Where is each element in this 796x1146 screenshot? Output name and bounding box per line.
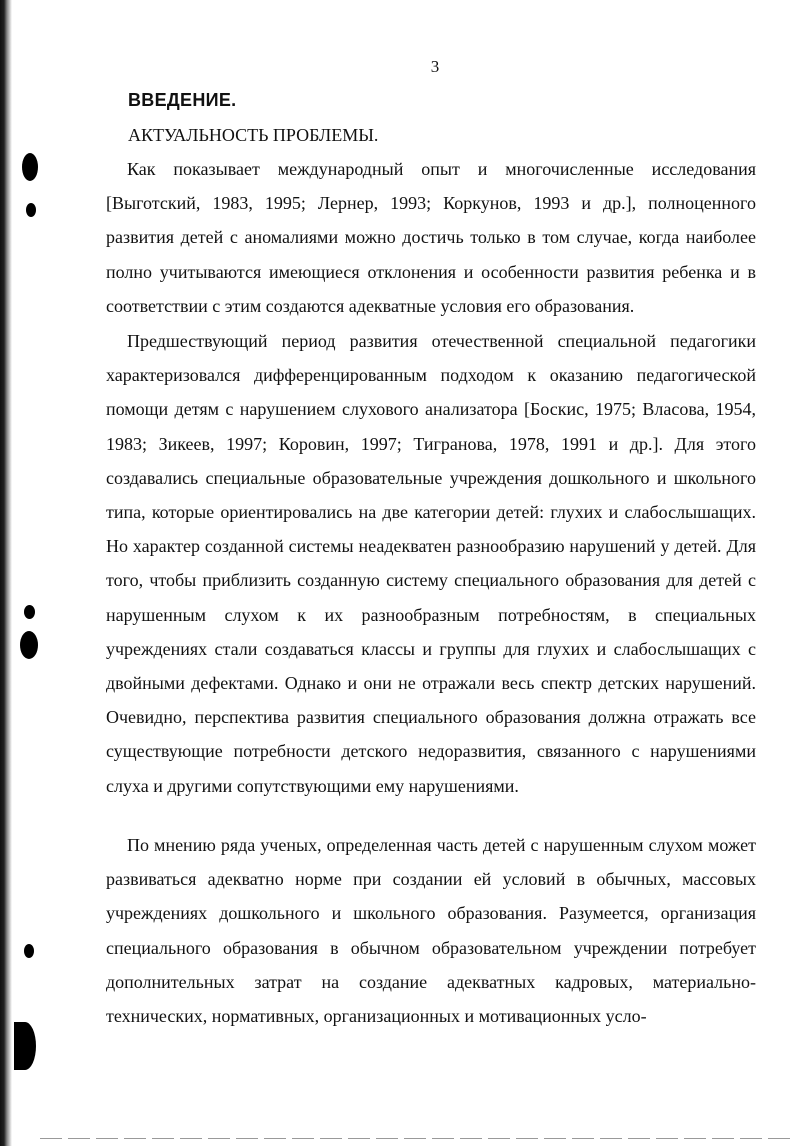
punch-hole xyxy=(24,605,35,619)
punch-hole xyxy=(22,153,38,181)
scan-bottom-edge xyxy=(40,1138,796,1139)
punch-hole xyxy=(26,203,36,217)
punch-hole xyxy=(14,1022,36,1070)
paragraph-2: Предшествующий период развития отечественной специальной педагогики характеризовался дифференцированным подходом к оказанию педагогической помощи детям с нарушением слухового анализатора [Боскис, 1975; Власова, 1954, 1983; Зикеев, 1997; Коровин, 1997; Тигранова, 1978, 1991 и др.]. Для этого создавались специальные образовательные учреждения дошкольного и школьного типа, которые ориентировались на две категории детей: глухих и слабослышащих. Но характер созданной системы неадекватен разнообразию нарушений у детей. Для того, чтобы приблизить созданную систему специального образования для детей с нарушенным слухом к их разнообразным потребностям, в специальных учреждениях стали создаваться классы и группы для глухих и слабослышащих с двойными дефектами. Однако и они не отражали весь спектр детских нарушений. Очевидно, перспектива развития специального образования должна отражать все существующие потребности детского недоразвития, связанного с нарушениями слуха и другими сопутствующими ему нарушениями. xyxy=(106,331,756,796)
paragraph-1: Как показывает международный опыт и многочисленные исследования [Выготский, 1983, 1995; Лернер, 1993; Коркунов, 1993 и др.], полноценного развития детей с аномалиями можно достичь только в том случае, когда наиболее полно учитываются имеющиеся отклонения и особенности развития ребенка и в соответствии с этим создаются адекватные условия его образования. xyxy=(106,159,756,316)
paragraph-3: По мнению ряда ученых, определенная часть детей с нарушенным слухом может развиваться адекватно норме при создании ей условий в обычных, массовых учреждениях дошкольного и школьного образования. Разумеется, организация специального образования в обычном образовательном учреждении потребует дополнительных затрат на создание адекватных кадровых, материально-технических, нормативных, организационных и мотивационных усло- xyxy=(106,835,756,1027)
section-subheading: АКТУАЛЬНОСТЬ ПРОБЛЕМЫ. xyxy=(128,125,379,145)
page-number: 3 xyxy=(430,57,440,76)
scan-edge xyxy=(0,0,12,1146)
section-heading: ВВЕДЕНИЕ. xyxy=(128,90,237,110)
punch-hole xyxy=(24,944,34,958)
punch-hole xyxy=(20,631,38,659)
